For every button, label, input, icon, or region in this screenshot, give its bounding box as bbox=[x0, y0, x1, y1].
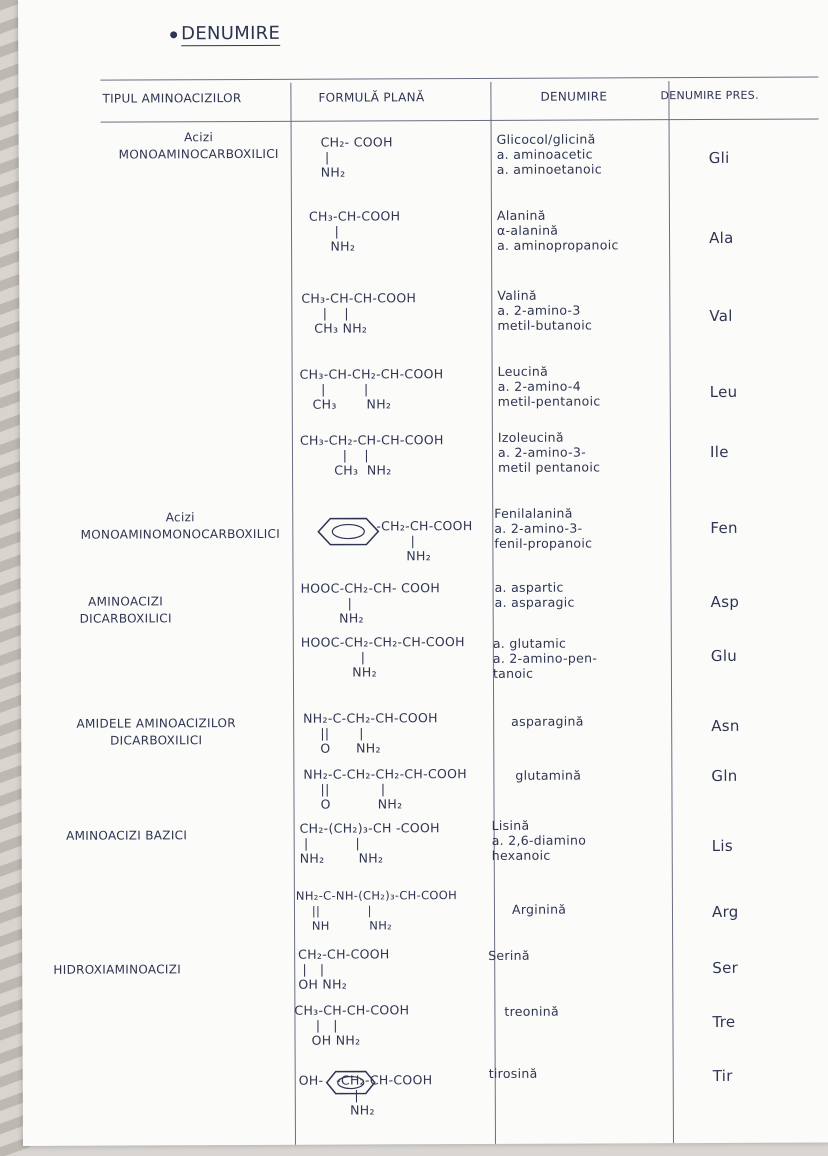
abbr-arg: Arg bbox=[711, 902, 739, 921]
formula-aspartic: HOOC-CH₂-CH- COOH | NH₂ bbox=[300, 580, 441, 626]
benzene-ring-icon bbox=[316, 514, 380, 548]
type-label: Acizi MONOAMINOMONOCARBOXILICI bbox=[80, 510, 281, 542]
name-aspartic: a. aspartic a. asparagic bbox=[494, 579, 575, 610]
abbr-tre: Tre bbox=[712, 1012, 736, 1031]
abbr-ile: Ile bbox=[709, 442, 729, 461]
formula-serina: CH₂-CH-COOH | | OH NH₂ bbox=[298, 946, 390, 992]
name-glutamina: glutamină bbox=[515, 767, 582, 783]
abbr-tir: Tir bbox=[712, 1066, 733, 1085]
header-type: TIPUL AMINOACIZILOR bbox=[102, 91, 242, 106]
name-arginina: Arginină bbox=[511, 901, 567, 917]
column-divider-2 bbox=[490, 82, 496, 1144]
formula-arginina: NH₂-C-NH-(CH₂)₃-CH-COOH || | NH NH₂ bbox=[295, 888, 458, 933]
name-valina: Valină a. 2-amino-3 metil-butanoic bbox=[497, 287, 593, 333]
formula-fenilalanina: -CH₂-CH-COOH | NH₂ bbox=[376, 518, 473, 564]
name-tirosina: tirosină bbox=[488, 1065, 538, 1081]
name-treonina: treonină bbox=[504, 1003, 559, 1019]
name-glicina: Glicocol/glicină a. aminoacetic a. aminoetanoic bbox=[496, 131, 602, 177]
bullet-dot bbox=[170, 31, 177, 38]
header-name: DENUMIRE bbox=[540, 89, 608, 104]
name-alanina: Alanină α-alanină a. aminopropanoic bbox=[496, 207, 619, 253]
header-formula: FORMULĂ PLANĂ bbox=[318, 90, 425, 105]
abbr-val: Val bbox=[709, 306, 733, 325]
formula-glicina: CH₂- COOH | NH₂ bbox=[320, 134, 393, 180]
formula-glutamina: NH₂-C-CH₂-CH₂-CH-COOH || | O NH₂ bbox=[303, 766, 467, 812]
name-glutamic: a. glutamic a. 2-amino-pen- tanoic bbox=[492, 635, 598, 681]
type-label: AMINOACIZI DICARBOXILICI bbox=[79, 594, 172, 626]
name-lisina: Lisină a. 2,6-diamino hexanoic bbox=[491, 817, 587, 863]
formula-glutamic: HOOC-CH₂-CH₂-CH-COOH | NH₂ bbox=[300, 634, 465, 680]
abbr-leu: Leu bbox=[709, 382, 738, 401]
name-fenilalanina: Fenilalanină a. 2-amino-3- fenil-propanoic bbox=[494, 505, 593, 551]
page-title bbox=[170, 23, 280, 44]
abbr-ser: Ser bbox=[712, 958, 739, 977]
name-asparagina: asparagină bbox=[511, 713, 584, 729]
formula-tirosina: OH- -CH₂-CH-COOH | NH₂ bbox=[298, 1072, 433, 1118]
formula-alanina: CH₃-CH-COOH | NH₂ bbox=[308, 208, 401, 254]
column-divider-1 bbox=[290, 83, 296, 1145]
name-leucina: Leucină a. 2-amino-4 metil-pentanoic bbox=[497, 363, 601, 409]
column-divider-3 bbox=[668, 81, 674, 1143]
formula-lisina: CH₂-(CH₂)₃-CH -COOH | | NH₂ NH₂ bbox=[299, 820, 440, 866]
type-label: HIDROXIAMINOACIZI bbox=[53, 962, 182, 977]
formula-leucina: CH₃-CH-CH₂-CH-COOH | | CH₃ NH₂ bbox=[299, 366, 444, 412]
type-label: Acizi MONOAMINOCARBOXILICI bbox=[118, 130, 279, 162]
page-title-text: DENUMIRE bbox=[181, 22, 281, 45]
name-serina: Serină bbox=[488, 947, 530, 963]
abbr-gli: Gli bbox=[708, 148, 730, 167]
header-abbr: DENUMIRE PRES. bbox=[660, 88, 759, 103]
abbr-glu: Glu bbox=[710, 646, 738, 665]
formula-izoleucina: CH₃-CH₂-CH-CH-COOH | | CH₃ NH₂ bbox=[299, 432, 444, 478]
type-label: AMINOACIZI BAZICI bbox=[66, 828, 188, 843]
abbr-gln: Gln bbox=[711, 766, 738, 785]
type-label: AMIDELE AMINOACIZILOR DICARBOXILICI bbox=[76, 716, 236, 748]
table-top-line bbox=[100, 77, 818, 81]
formula-treonina: CH₃-CH-CH-COOH | | OH NH₂ bbox=[294, 1002, 410, 1048]
formula-valina: CH₃-CH-CH-COOH | | CH₃ NH₂ bbox=[301, 290, 417, 336]
abbr-ala: Ala bbox=[709, 228, 734, 247]
table-header-line bbox=[101, 119, 819, 123]
name-izoleucina: Izoleucină a. 2-amino-3- metil pentanoic bbox=[497, 429, 601, 475]
abbr-lis: Lis bbox=[711, 836, 733, 855]
notebook-page bbox=[18, 0, 828, 1146]
formula-asparagina: NH₂-C-CH₂-CH-COOH || | O NH₂ bbox=[303, 710, 438, 756]
abbr-asn: Asn bbox=[711, 716, 740, 735]
abbr-asp: Asp bbox=[710, 592, 740, 611]
abbr-fen: Fen bbox=[710, 518, 738, 537]
